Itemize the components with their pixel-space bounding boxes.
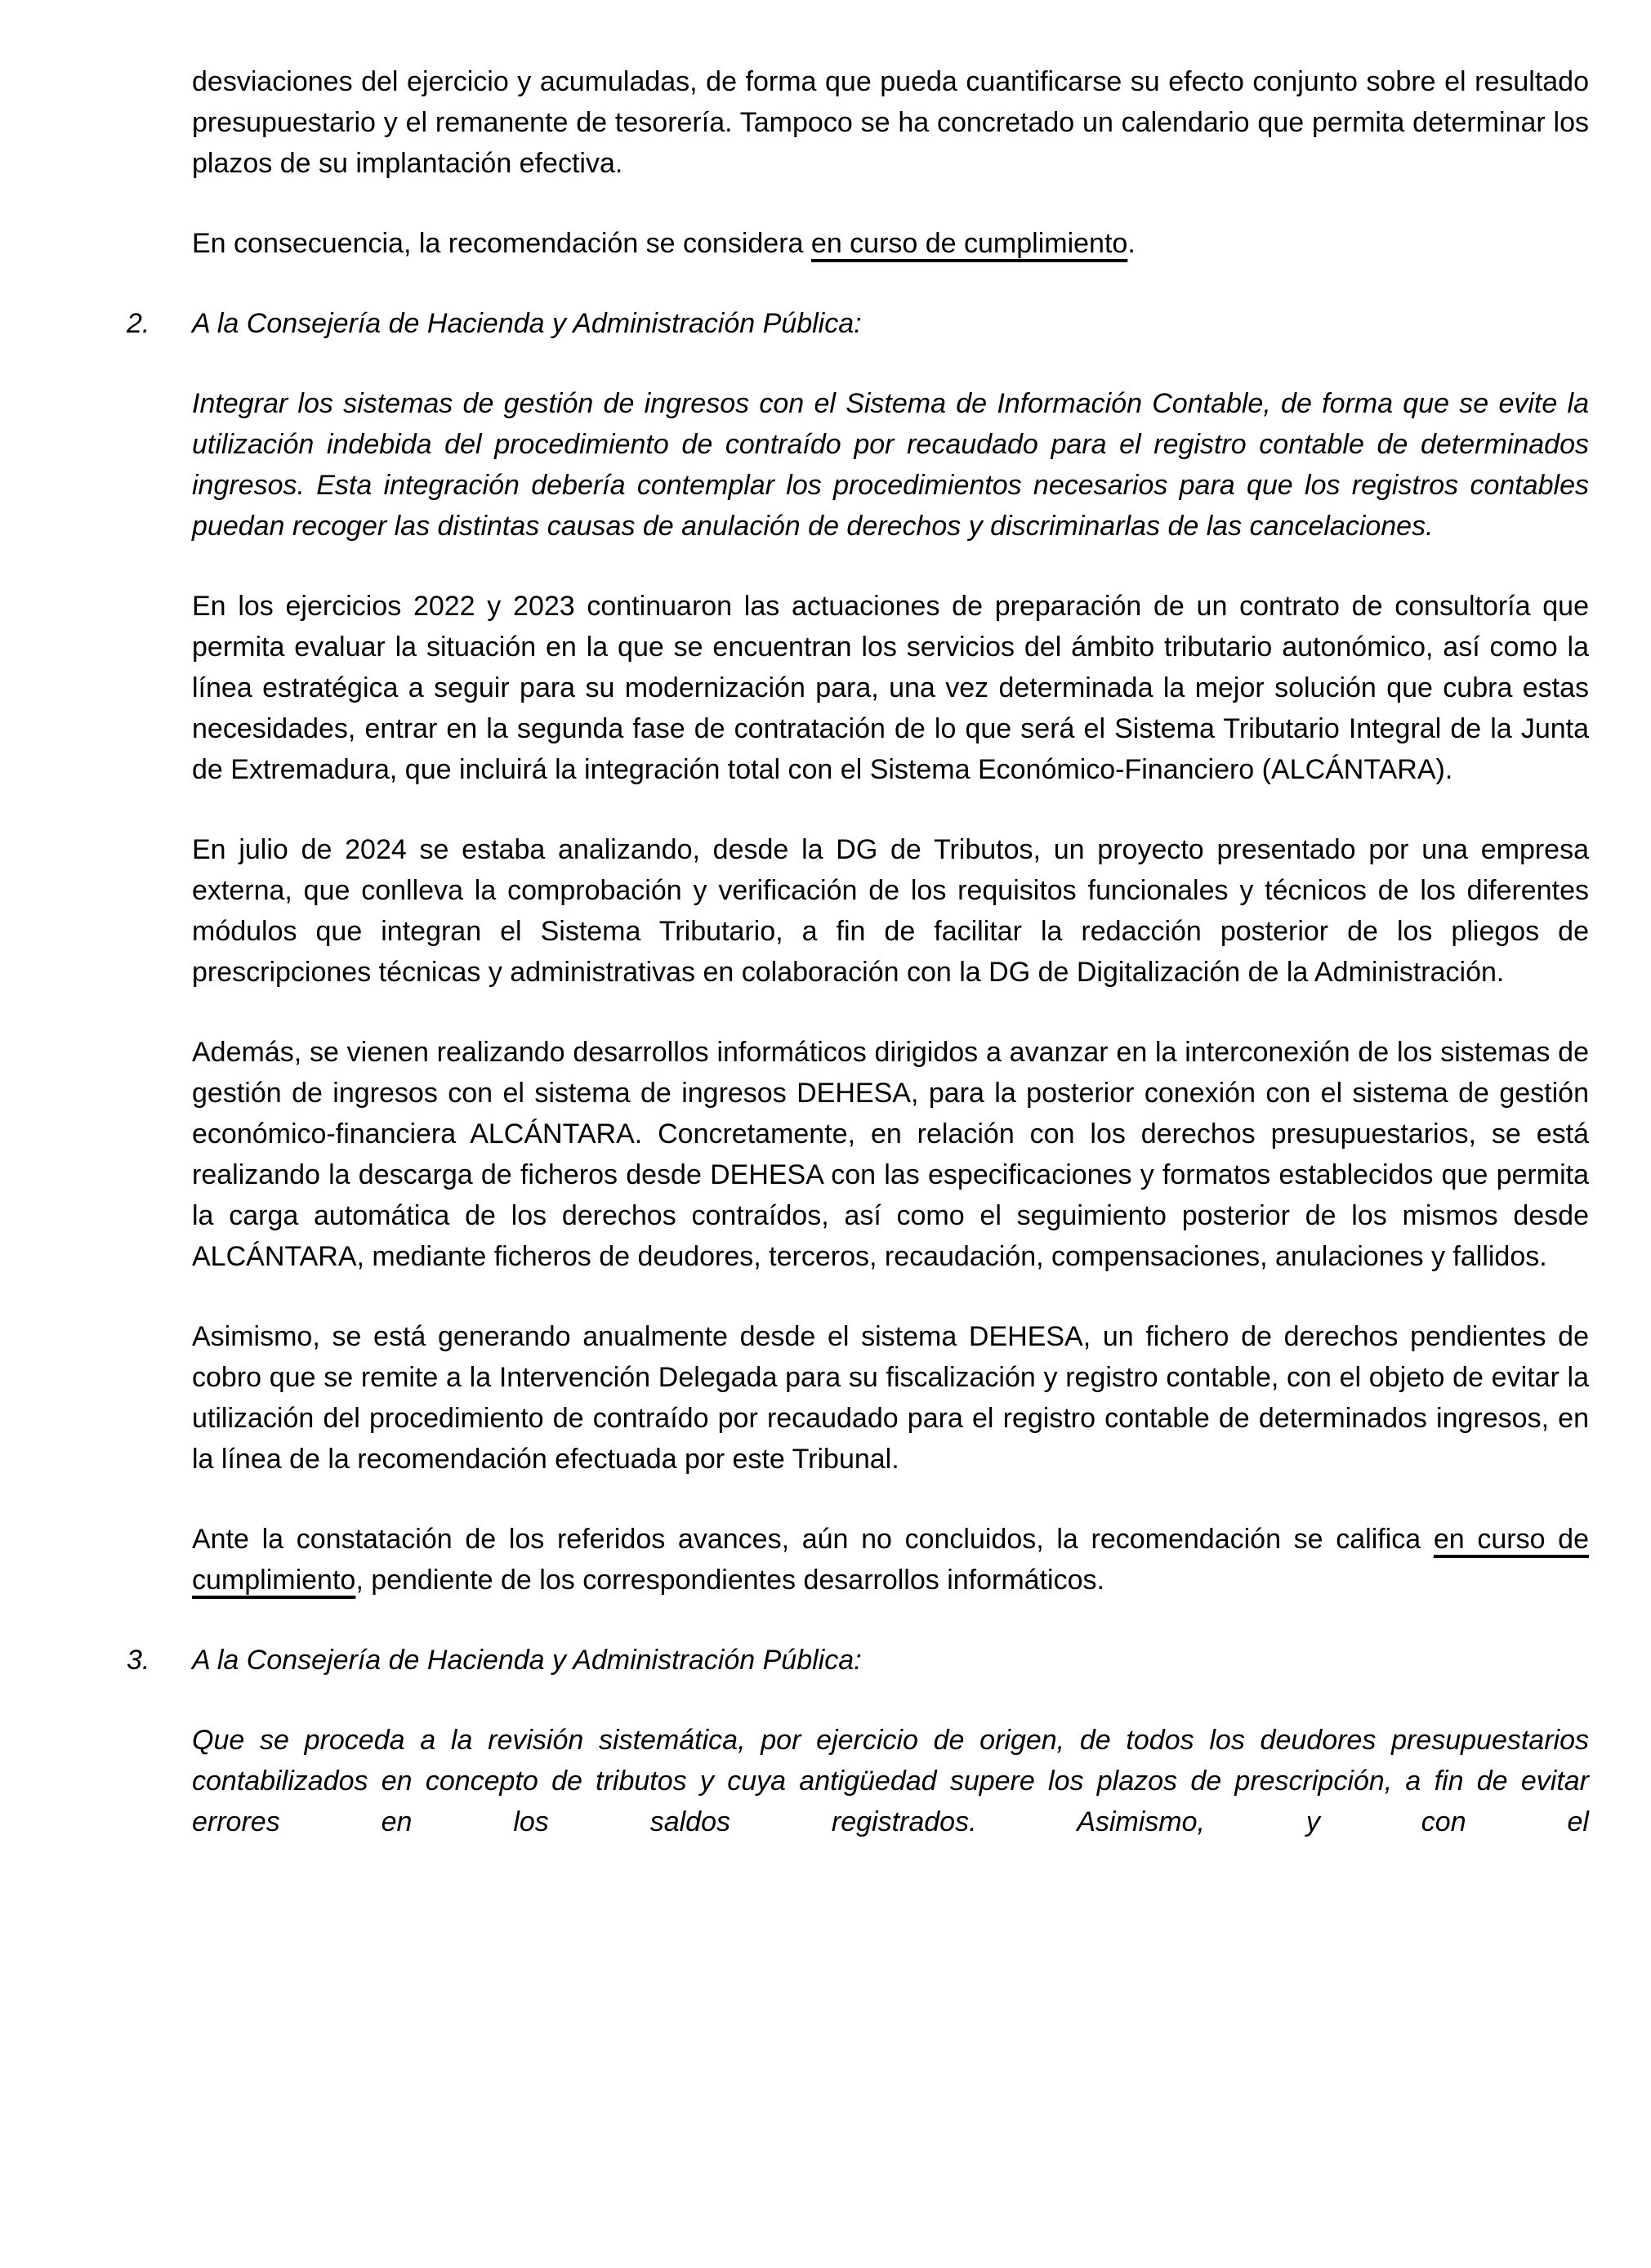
conclusion-2-status-underlined: en curso de cumplimiento bbox=[192, 1524, 1589, 1596]
item-2-paragraph-1: En los ejercicios 2022 y 2023 continuaron las actuaciones de preparación de un contrato de consultoría que permita evaluar la situación en la que se encuentran los servicios del ámbito tributario autonómico, así como la línea estratégica a seguir para su modernización para, una vez determinada la mejor solución que cubra estas necesidades, entrar en la segunda fase de contratación de lo que será el Sistema Tributario Integral de la Junta de Extremadura, que incluirá la integración total con el Sistema Económico-Financiero (ALCÁNTARA). bbox=[192, 591, 1589, 785]
item-3-recommendation-text: Que se proceda a la revisión sistemática, por ejercicio de origen, de todos los deudores presupuestarios contabilizados en concepto de tributos y cuya antigüedad supere los plazos de prescripción, a fin de evitar errores en los saldos registrados. Asimismo, y con el bbox=[192, 1725, 1589, 1837]
conclusion-1-prefix: En consecuencia, la recomendación se considera bbox=[192, 228, 811, 259]
item-2-number: 2. bbox=[127, 308, 150, 339]
item-3-number: 3. bbox=[127, 1645, 150, 1676]
continuation-paragraph: desviaciones del ejercicio y acumuladas, de forma que pueda cuantificarse su efecto conjunto sobre el resultado presupuestario y el remanente de tesorería. Tampoco se ha concretado un calendario que permita determinar los plazos de su implantación efectiva. bbox=[192, 66, 1589, 179]
item-2-paragraph-2: En julio de 2024 se estaba analizando, desde la DG de Tributos, un proyecto presentado por una empresa externa, que conlleva la comprobación y verificación de los requisitos funcionales y técnicos de los diferentes módulos que integran el Sistema Tributario, a fin de facilitar la redacción posterior de los pliegos de prescripciones técnicas y administrativas en colaboración con la DG de Digitalización de la Administración. bbox=[192, 834, 1589, 988]
item-2-recommendation-text: Integrar los sistemas de gestión de ingresos con el Sistema de Información Contable, de forma que se evite la utilización indebida del procedimiento de contraído por recaudado para el registro contable de determinados ingresos. Esta integración debería contemplar los procedimientos necesarios para que los registros contables puedan recoger las distintas causas de anulación de derechos y discriminarlas de las cancelaciones. bbox=[192, 388, 1589, 542]
conclusion-paragraph-1 bbox=[192, 223, 1589, 264]
conclusion-1-status-underlined: en curso de cumplimiento bbox=[810, 228, 1128, 259]
item-3-heading-row bbox=[127, 1640, 1589, 1681]
item-2-paragraph-4: Asimismo, se está generando anualmente desde el sistema DEHESA, un fichero de derechos pendientes de cobro que se remite a la Intervención Delegada para su fiscalización y registro contable, con el objeto de evitar la utilización del procedimiento de contraído por recaudado para el registro contable de determinados ingresos, en la línea de la recomendación efectuada por este Tribunal. bbox=[192, 1321, 1589, 1475]
conclusion-paragraph-2 bbox=[192, 1519, 1589, 1601]
conclusion-2-suffix: , pendiente de los correspondientes desarrollos informáticos. bbox=[355, 1565, 1104, 1596]
item-2-heading: A la Consejería de Hacienda y Administración Pública: bbox=[192, 308, 862, 339]
conclusion-1-suffix: . bbox=[1127, 228, 1136, 259]
item-2-heading-row bbox=[127, 303, 1589, 344]
item-2-paragraph-3: Además, se vienen realizando desarrollos informáticos dirigidos a avanzar en la interconexión de los sistemas de gestión de ingresos con el sistema de ingresos DEHESA, para la posterior conexión con el sistema de gestión económico-financiera ALCÁNTARA. Concretamente, en relación con los derechos presupuestarios, se está realizando la descarga de ficheros desde DEHESA con las especificaciones y formatos establecidos que permita la carga automática de los derechos contraídos, así como el seguimiento posterior de los mismos desde ALCÁNTARA, mediante ficheros de deudores, terceros, recaudación, compensaciones, anulaciones y fallidos. bbox=[192, 1037, 1589, 1272]
conclusion-2-prefix: Ante la constatación de los referidos avances, aún no concluidos, la recomendación se califica bbox=[192, 1524, 1434, 1555]
item-3-heading: A la Consejería de Hacienda y Administración Pública: bbox=[192, 1645, 862, 1676]
